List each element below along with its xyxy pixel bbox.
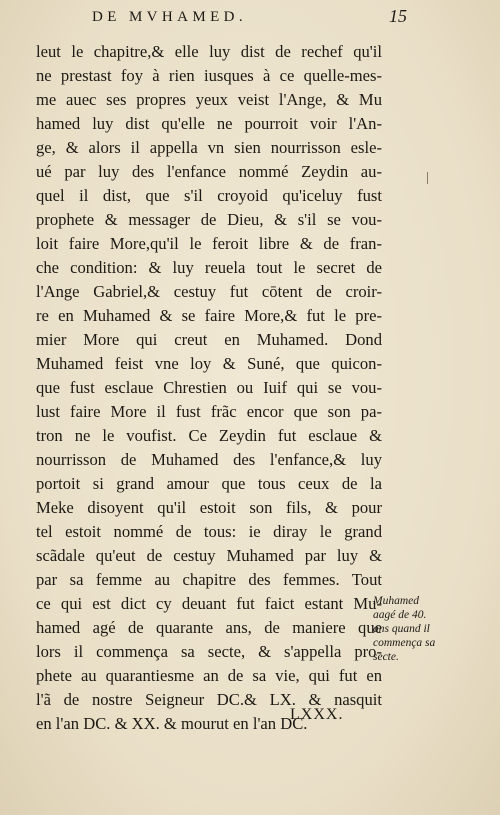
margin-note-line: secte. — [373, 651, 399, 663]
text-line: che condition: & luy reuela tout le secret de — [36, 258, 382, 277]
running-title: DE MVHAMED. — [92, 9, 248, 25]
margin-tick-mark — [427, 172, 428, 184]
text-line: leut le chapitre,& elle luy dist de rechef qu'il — [36, 42, 382, 61]
text-line: lors il commença sa secte, & s'appella pro- — [36, 642, 382, 661]
text-line: scãdale qu'eut de cestuy Muhamed par luy & — [36, 546, 382, 565]
margin-note-line: Muhamed — [373, 595, 419, 607]
text-line: ge, & alors il appella vn sien nourrisson esle- — [36, 138, 382, 157]
margin-note — [373, 594, 461, 664]
text-line: ce qui est dict cy deuant fut faict estant Mu- — [36, 594, 382, 613]
text-line: phete au quarantiesme an de sa vie, qui fut en — [36, 666, 382, 685]
text-line: ne prestast foy à rien iusques à ce quelle-mes- — [36, 66, 382, 85]
text-line: re en Muhamed & se faire More,& fut le pre- — [36, 306, 382, 325]
margin-note-line: aagé de 40. — [373, 609, 427, 621]
text-line: hamed agé de quarante ans, de maniere que — [36, 618, 382, 637]
text-line: en l'an DC. & XX. & mourut en l'an DC. — [36, 714, 308, 733]
page-header — [0, 6, 500, 32]
text-line: tron ne le voufist. Ce Zeydin fut esclaue & — [36, 426, 382, 445]
text-line: que fust esclaue Chrestien ou Iuif qui se vou- — [36, 378, 382, 397]
margin-note-line: ans quand il — [373, 623, 430, 635]
text-line: lust faire More il fust frãc encor que son pa- — [36, 402, 382, 421]
text-line: Meke disoyent qu'il estoit son fils, & pour — [36, 498, 382, 517]
text-line: me auec ses propres yeux veist l'Ange, & Mu — [36, 90, 382, 109]
text-line: Muhamed feist vne loy & Suné, que quicon- — [36, 354, 382, 373]
text-line: hamed luy dist qu'elle ne pourroit voir l'An- — [36, 114, 382, 133]
text-line: mier More qui creut en Muhamed. Dond — [36, 330, 382, 349]
body-text — [36, 40, 382, 736]
text-line: loit faire More,qu'il le feroit libre & de fran- — [36, 234, 382, 253]
catchword: LXXX. — [290, 706, 344, 723]
text-line: par sa femme au chapitre des femmes. Tout — [36, 570, 382, 589]
margin-note-line: commença sa — [373, 637, 436, 649]
text-line: l'Ange Gabriel,& cestuy fut cōtent de croir- — [36, 282, 382, 301]
page-number: 15 — [389, 6, 407, 26]
text-line: tel estoit nommé de tous: ie diray le grand — [36, 522, 382, 541]
text-line: ué par luy des l'enfance nommé Zeydin au- — [36, 162, 382, 181]
text-line: nourrisson de Muhamed des l'enfance,& luy — [36, 450, 382, 469]
text-line: prophete & messager de Dieu, & s'il se vou- — [36, 210, 382, 229]
text-line: l'ã de nostre Seigneur DC.& LX. & nasquit — [36, 690, 382, 709]
text-line: portoit si grand amour que tous ceux de la — [36, 474, 382, 493]
text-line: quel il dist, que s'il croyoid qu'iceluy fust — [36, 186, 382, 205]
